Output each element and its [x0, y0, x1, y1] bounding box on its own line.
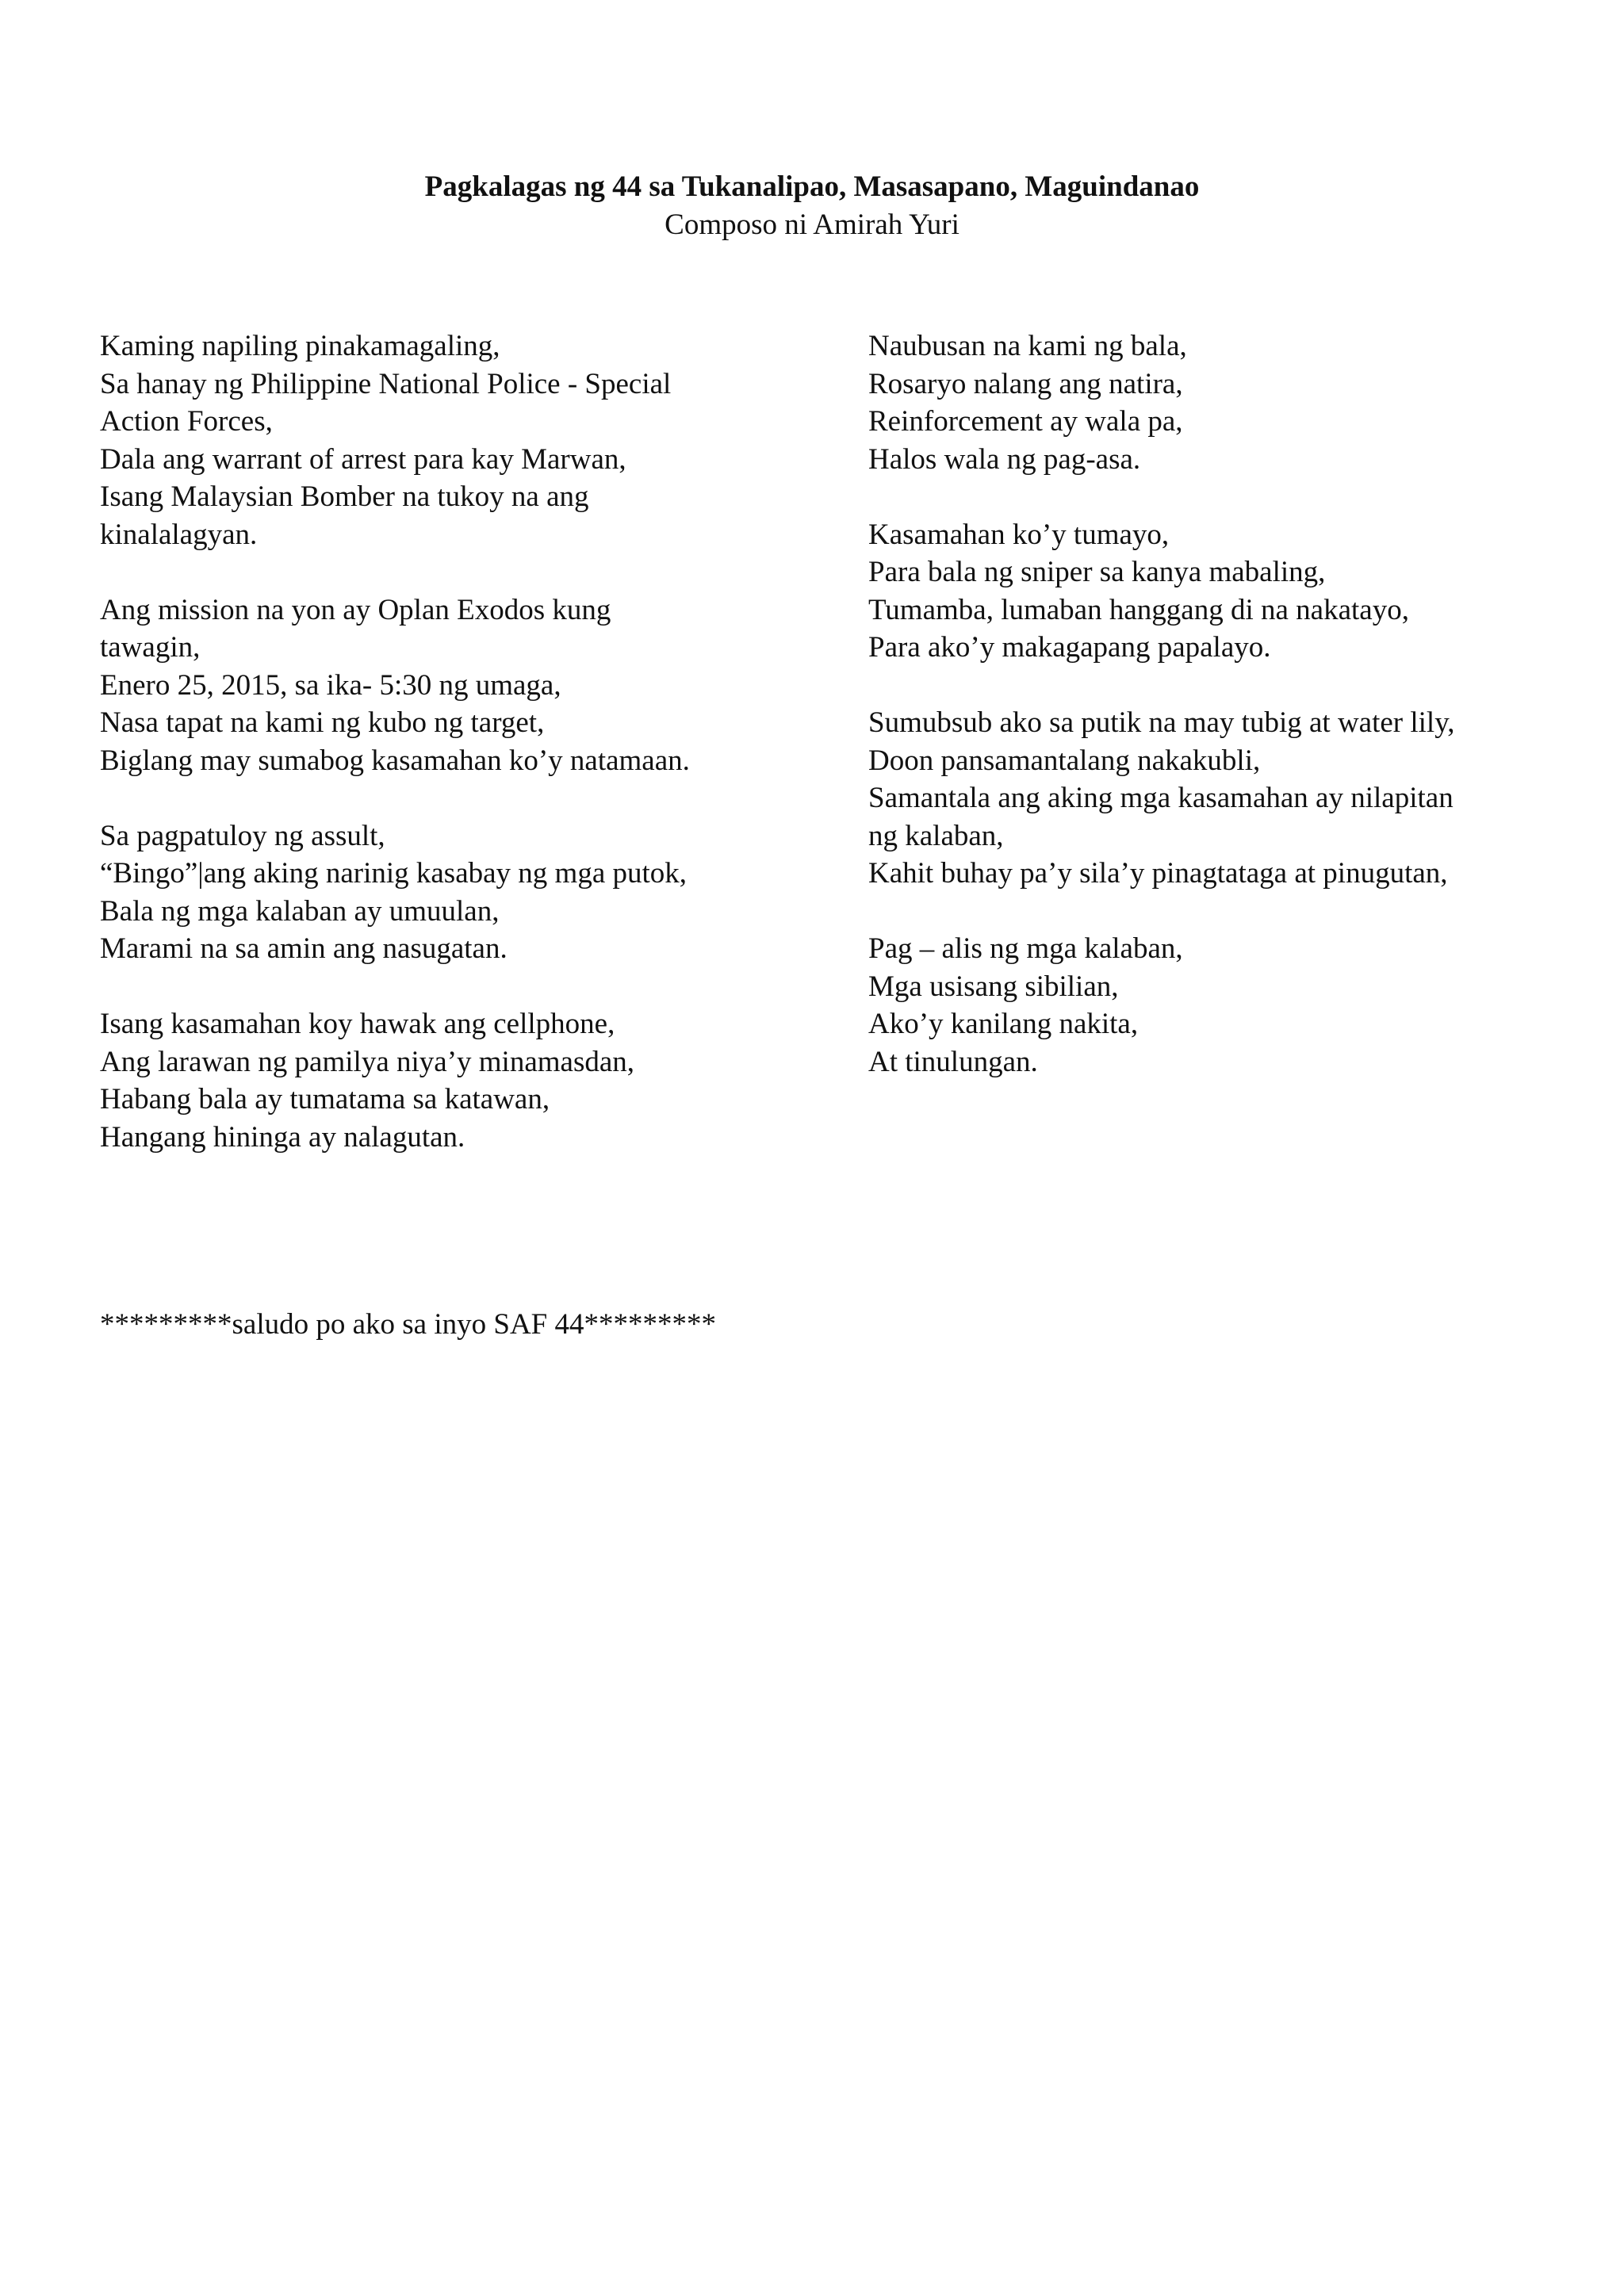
poem-line: Reinforcement ay wala pa, — [868, 405, 1183, 438]
poem-line: Biglang may sumabog kasamahan ko’y natamaan. — [100, 744, 690, 777]
poem-line: Sa pagpatuloy ng assult, — [100, 819, 385, 852]
poem-line: “Bingo”|ang aking narinig kasabay ng mga putok, — [100, 857, 688, 890]
poem-line: Nasa tapat na kami ng kubo ng target, — [100, 706, 545, 739]
document-header — [0, 168, 1624, 244]
poem-line: Halos wala ng pag-asa. — [868, 442, 1141, 476]
poem-footer: *********saludo po ako sa inyo SAF 44********* — [100, 1308, 716, 1341]
poem-line: At tinulungan. — [868, 1045, 1038, 1078]
poem-line: Kaming napiling pinakamagaling, — [100, 330, 500, 362]
poem-line: Pag – alis ng mga kalaban, — [868, 932, 1183, 965]
poem-line: ng kalaban, — [868, 819, 1004, 852]
right-stanza-4 — [868, 930, 1534, 1081]
poem-line: Ang mission na yon ay Oplan Exodos kung — [100, 593, 611, 626]
right-stanza-2 — [868, 516, 1534, 667]
poem-line: Para ako’y makagapang papalayo. — [868, 631, 1271, 664]
poem-author: Composo ni Amirah Yuri — [665, 209, 959, 241]
poem-title: Pagkalagas ng 44 sa Tukanalipao, Masasapano, Maguindanao — [424, 170, 1200, 203]
right-column — [868, 327, 1534, 1119]
left-stanza-1 — [100, 327, 766, 553]
poem-line: Bala ng mga kalaban ay umuulan, — [100, 894, 500, 928]
poem-line: Sa hanay ng Philippine National Police - Special — [100, 367, 672, 400]
poem-line: Enero 25, 2015, sa ika- 5:30 ng umaga, — [100, 668, 561, 702]
poem-line: Tumamba, lumaban hanggang di na nakatayo, — [868, 593, 1409, 626]
poem-line: Isang kasamahan koy hawak ang cellphone, — [100, 1008, 615, 1040]
poem-line: Kahit buhay pa’y sila’y pinagtataga at pinugutan, — [868, 857, 1448, 890]
poem-line: Kasamahan ko’y tumayo, — [868, 518, 1170, 551]
left-stanza-4 — [100, 1005, 766, 1156]
poem-line: Isang Malaysian Bomber na tukoy na ang — [100, 480, 589, 513]
poem-line: Naubusan na kami ng bala, — [868, 330, 1187, 362]
poem-line: Sumubsub ako sa putik na may tubig at water lily, — [868, 706, 1455, 739]
poem-line: kinalalagyan. — [100, 518, 258, 551]
poem-line: Marami na sa amin ang nasugatan. — [100, 932, 508, 965]
poem-line: Doon pansamantalang nakakubli, — [868, 744, 1261, 777]
right-stanza-3 — [868, 704, 1534, 893]
poem-line: Ang larawan ng pamilya niya’y minamasdan, — [100, 1045, 635, 1078]
poem-line: Dala ang warrant of arrest para kay Marwan, — [100, 442, 626, 476]
poem-line: tawagin, — [100, 631, 201, 664]
poem-line: Action Forces, — [100, 405, 273, 438]
left-stanza-2 — [100, 591, 766, 780]
poem-line: Ako’y kanilang nakita, — [868, 1008, 1139, 1040]
poem-line: Rosaryo nalang ang natira, — [868, 367, 1183, 400]
left-stanza-3 — [100, 817, 766, 968]
poem-line: Hangang hininga ay nalagutan. — [100, 1120, 465, 1154]
poem-line: Mga usisang sibilian, — [868, 970, 1119, 1003]
poem-line: Para bala ng sniper sa kanya mabaling, — [868, 556, 1326, 588]
poem-line: Habang bala ay tumatama sa katawan, — [100, 1083, 550, 1115]
poem-line: Samantala ang aking mga kasamahan ay nilapitan — [868, 782, 1454, 814]
left-column — [100, 327, 766, 1194]
right-stanza-1 — [868, 327, 1534, 478]
